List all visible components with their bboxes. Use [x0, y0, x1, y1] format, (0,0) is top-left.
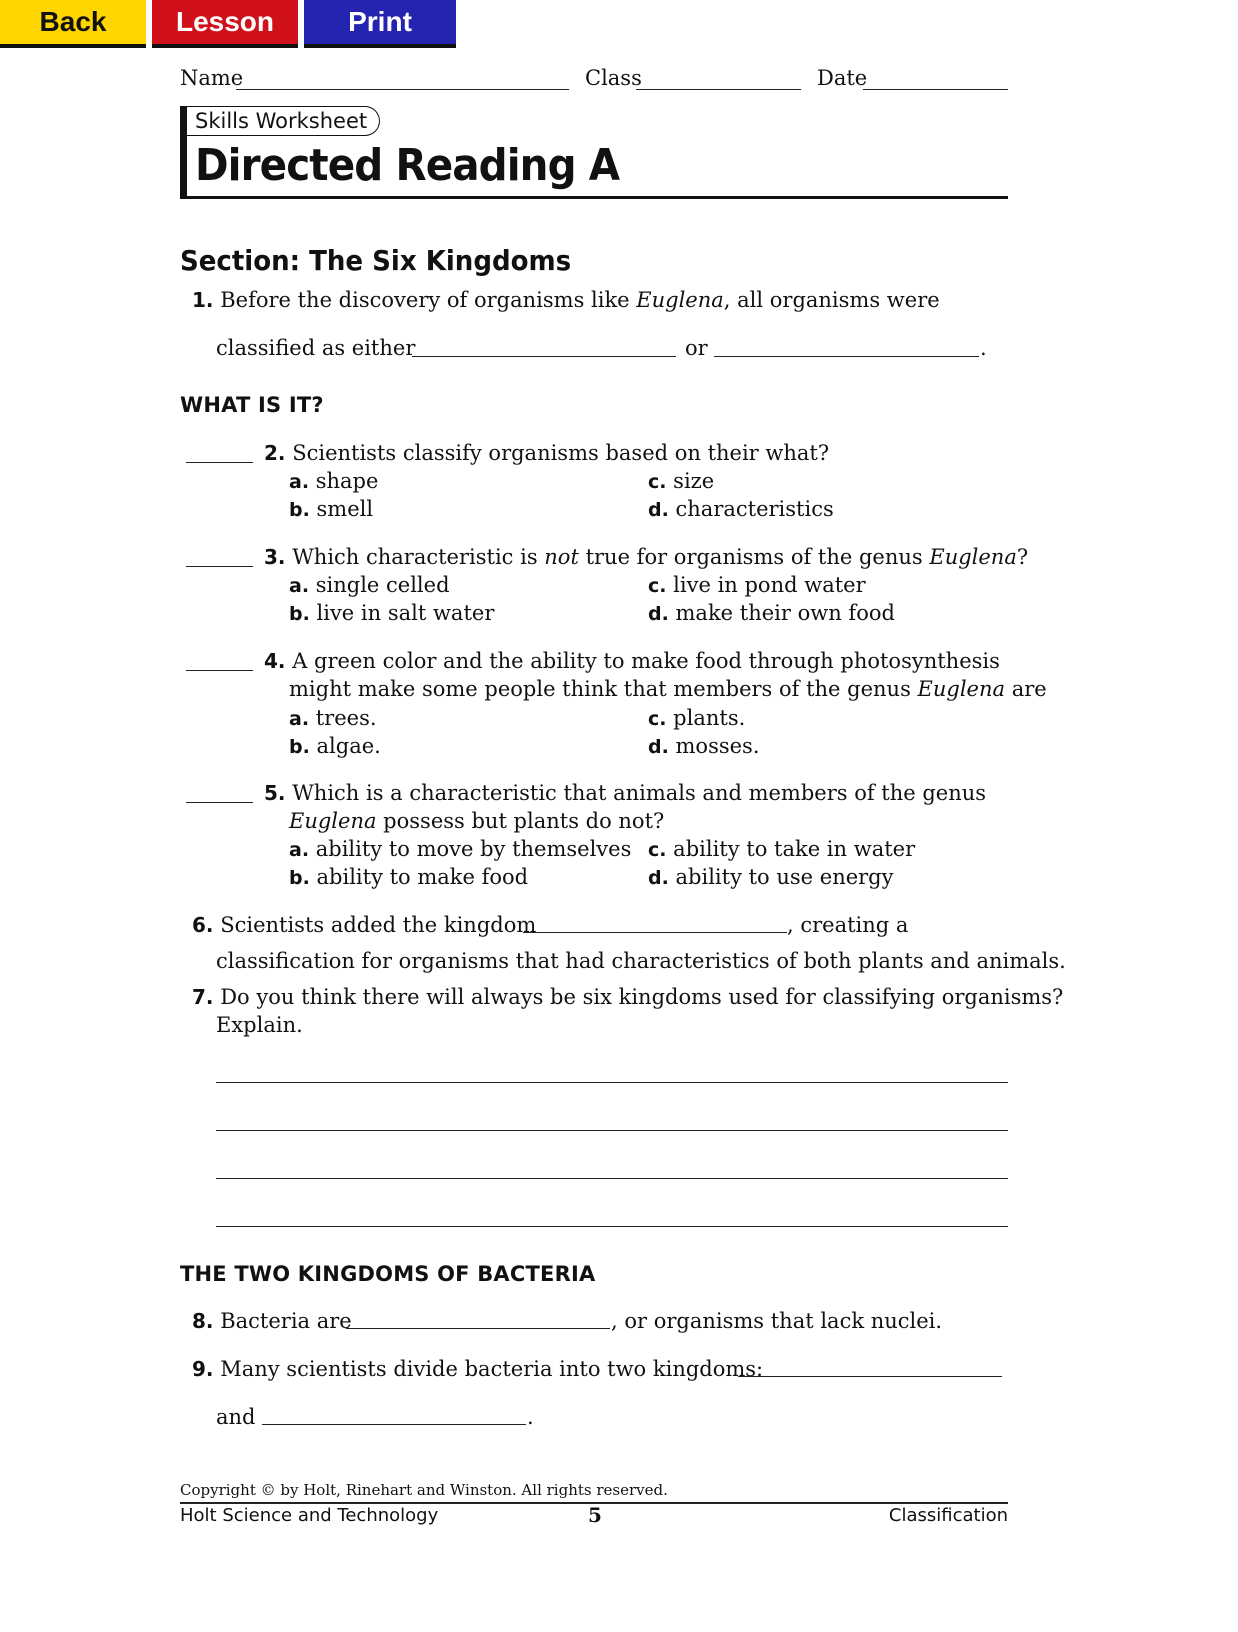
- option-c[interactable]: [648, 571, 866, 601]
- option-text: shape: [315, 469, 379, 493]
- option-text: ability to move by themselves: [315, 837, 632, 861]
- question-text: Many scientists divide bacteria into two kingdoms:: [220, 1357, 764, 1381]
- question-text: Scientists added the kingdom: [220, 913, 537, 937]
- answer-blank[interactable]: [714, 356, 979, 357]
- question-text: , all organisms were: [723, 288, 940, 312]
- answer-blank[interactable]: [186, 670, 253, 671]
- answer-blank[interactable]: [186, 802, 253, 803]
- question-6-line2: classification for organisms that had characteristics of both plants and animals.: [216, 949, 1066, 973]
- question-number: 4.: [264, 649, 286, 673]
- option-d[interactable]: [648, 863, 894, 893]
- question-6: [192, 911, 536, 940]
- or-word: or: [685, 336, 708, 360]
- option-text: single celled: [315, 573, 450, 597]
- option-d[interactable]: [648, 732, 760, 762]
- question-text: possess but plants do not?: [376, 809, 665, 833]
- skills-worksheet-tag: [187, 106, 380, 136]
- italic-term: Euglena: [917, 677, 1006, 701]
- question-number: 2.: [264, 441, 286, 465]
- question-number: 6.: [192, 913, 214, 937]
- question-text: Which characteristic is: [292, 545, 545, 569]
- question-7-line2: Explain.: [216, 1013, 303, 1037]
- option-c[interactable]: [648, 835, 915, 865]
- page-title: Directed Reading A: [195, 140, 620, 191]
- question-text: Which is a characteristic that animals and members of the genus: [292, 781, 987, 805]
- period: .: [527, 1405, 534, 1429]
- what-is-it-heading: WHAT IS IT?: [180, 393, 324, 417]
- question-number: 8.: [192, 1309, 214, 1333]
- option-letter: a.: [289, 471, 310, 493]
- option-letter: a.: [289, 708, 310, 730]
- skills-worksheet-label: Skills Worksheet: [195, 109, 368, 133]
- question-number: 1.: [192, 288, 214, 312]
- option-b[interactable]: [289, 863, 528, 893]
- question-text: might make some people think that members of the genus: [289, 677, 918, 701]
- option-letter: c.: [648, 575, 667, 597]
- question-text: Bacteria are: [220, 1309, 352, 1333]
- back-button[interactable]: Back: [0, 0, 146, 48]
- option-b[interactable]: [289, 599, 494, 629]
- footer-chapter: Classification: [888, 1505, 1008, 1526]
- option-letter: b.: [289, 499, 310, 521]
- question-text: Before the discovery of organisms like: [220, 288, 637, 312]
- question-9-line2: and: [216, 1405, 256, 1429]
- option-letter: d.: [648, 736, 669, 758]
- option-letter: d.: [648, 603, 669, 625]
- answer-line[interactable]: [216, 1178, 1008, 1179]
- option-d[interactable]: [648, 599, 895, 629]
- option-c[interactable]: [648, 704, 745, 734]
- answer-line[interactable]: [216, 1082, 1008, 1083]
- answer-blank[interactable]: [346, 1328, 610, 1329]
- option-letter: c.: [648, 471, 667, 493]
- question-1: [192, 286, 940, 315]
- option-text: size: [673, 469, 715, 493]
- option-text: mosses.: [675, 734, 760, 758]
- italic-term: Euglena: [289, 809, 377, 833]
- option-letter: b.: [289, 867, 310, 889]
- class-label: Class: [585, 66, 642, 90]
- option-d[interactable]: [648, 495, 834, 525]
- option-letter: c.: [648, 708, 667, 730]
- answer-blank[interactable]: [186, 566, 253, 567]
- option-letter: a.: [289, 575, 310, 597]
- question-1-line2: classified as either: [216, 336, 416, 360]
- section-title: Section: The Six Kingdoms: [180, 244, 572, 277]
- question-4-line2: [289, 675, 1047, 704]
- question-text: Do you think there will always be six kingdoms used for classifying organisms?: [220, 985, 1064, 1009]
- option-letter: b.: [289, 603, 310, 625]
- bacteria-heading: THE TWO KINGDOMS OF BACTERIA: [180, 1262, 596, 1286]
- option-letter: d.: [648, 867, 669, 889]
- name-label: Name: [180, 66, 244, 90]
- question-text: , creating a: [787, 913, 909, 937]
- question-number: 5.: [264, 781, 286, 805]
- question-text: true for organisms of the genus: [578, 545, 930, 569]
- answer-blank[interactable]: [186, 462, 253, 463]
- question-8: [192, 1307, 352, 1336]
- option-letter: d.: [648, 499, 669, 521]
- question-4: [264, 647, 1000, 676]
- italic-term: not: [544, 545, 579, 569]
- footer-book-title: Holt Science and Technology: [180, 1505, 439, 1526]
- option-letter: a.: [289, 839, 310, 861]
- question-text: A green color and the ability to make food through photosynthesis: [292, 649, 1000, 673]
- option-b[interactable]: [289, 495, 373, 525]
- question-text: , or organisms that lack nuclei.: [611, 1309, 943, 1333]
- class-blank[interactable]: [636, 89, 801, 90]
- banner-bottom-rule: [180, 196, 1008, 199]
- italic-term: Euglena: [636, 288, 724, 312]
- period: .: [980, 336, 987, 360]
- option-text: ability to make food: [316, 865, 529, 889]
- italic-term: Euglena: [929, 545, 1017, 569]
- option-text: characteristics: [675, 497, 834, 521]
- option-text: algae.: [316, 734, 381, 758]
- question-3: [264, 543, 1028, 572]
- option-a[interactable]: [289, 704, 377, 734]
- option-a[interactable]: [289, 571, 450, 601]
- question-number: 9.: [192, 1357, 214, 1381]
- option-text: trees.: [315, 706, 377, 730]
- date-blank[interactable]: [863, 89, 1008, 90]
- answer-blank[interactable]: [262, 1424, 526, 1425]
- question-text: Scientists classify organisms based on their what?: [292, 441, 830, 465]
- question-number: 3.: [264, 545, 286, 569]
- question-5-line2: [289, 807, 664, 836]
- question-2: [264, 439, 829, 468]
- lesson-button[interactable]: Lesson: [152, 0, 298, 48]
- option-text: plants.: [673, 706, 746, 730]
- option-a[interactable]: [289, 467, 378, 497]
- option-c[interactable]: [648, 467, 714, 497]
- option-text: live in salt water: [316, 601, 495, 625]
- option-letter: b.: [289, 736, 310, 758]
- page-number: 5: [588, 1503, 602, 1527]
- question-9: [192, 1355, 763, 1384]
- print-button[interactable]: Print: [304, 0, 456, 48]
- question-number: 7.: [192, 985, 214, 1009]
- option-b[interactable]: [289, 732, 381, 762]
- answer-line[interactable]: [216, 1226, 1008, 1227]
- option-text: ability to use energy: [675, 865, 894, 889]
- option-text: make their own food: [675, 601, 895, 625]
- option-letter: c.: [648, 839, 667, 861]
- answer-line[interactable]: [216, 1130, 1008, 1131]
- copyright: Copyright © by Holt, Rinehart and Winston. All rights reserved.: [180, 1481, 668, 1499]
- option-text: live in pond water: [673, 573, 866, 597]
- option-a[interactable]: [289, 835, 631, 865]
- question-5: [264, 779, 986, 808]
- question-text: ?: [1016, 545, 1029, 569]
- answer-blank[interactable]: [738, 1376, 1002, 1377]
- question-text: are: [1005, 677, 1047, 701]
- question-7: [192, 983, 1063, 1012]
- answer-blank[interactable]: [523, 932, 787, 933]
- date-label: Date: [817, 66, 868, 90]
- option-text: smell: [316, 497, 374, 521]
- option-text: ability to take in water: [673, 837, 916, 861]
- name-blank[interactable]: [236, 89, 569, 90]
- answer-blank[interactable]: [412, 356, 676, 357]
- banner-left-bar: [180, 106, 187, 199]
